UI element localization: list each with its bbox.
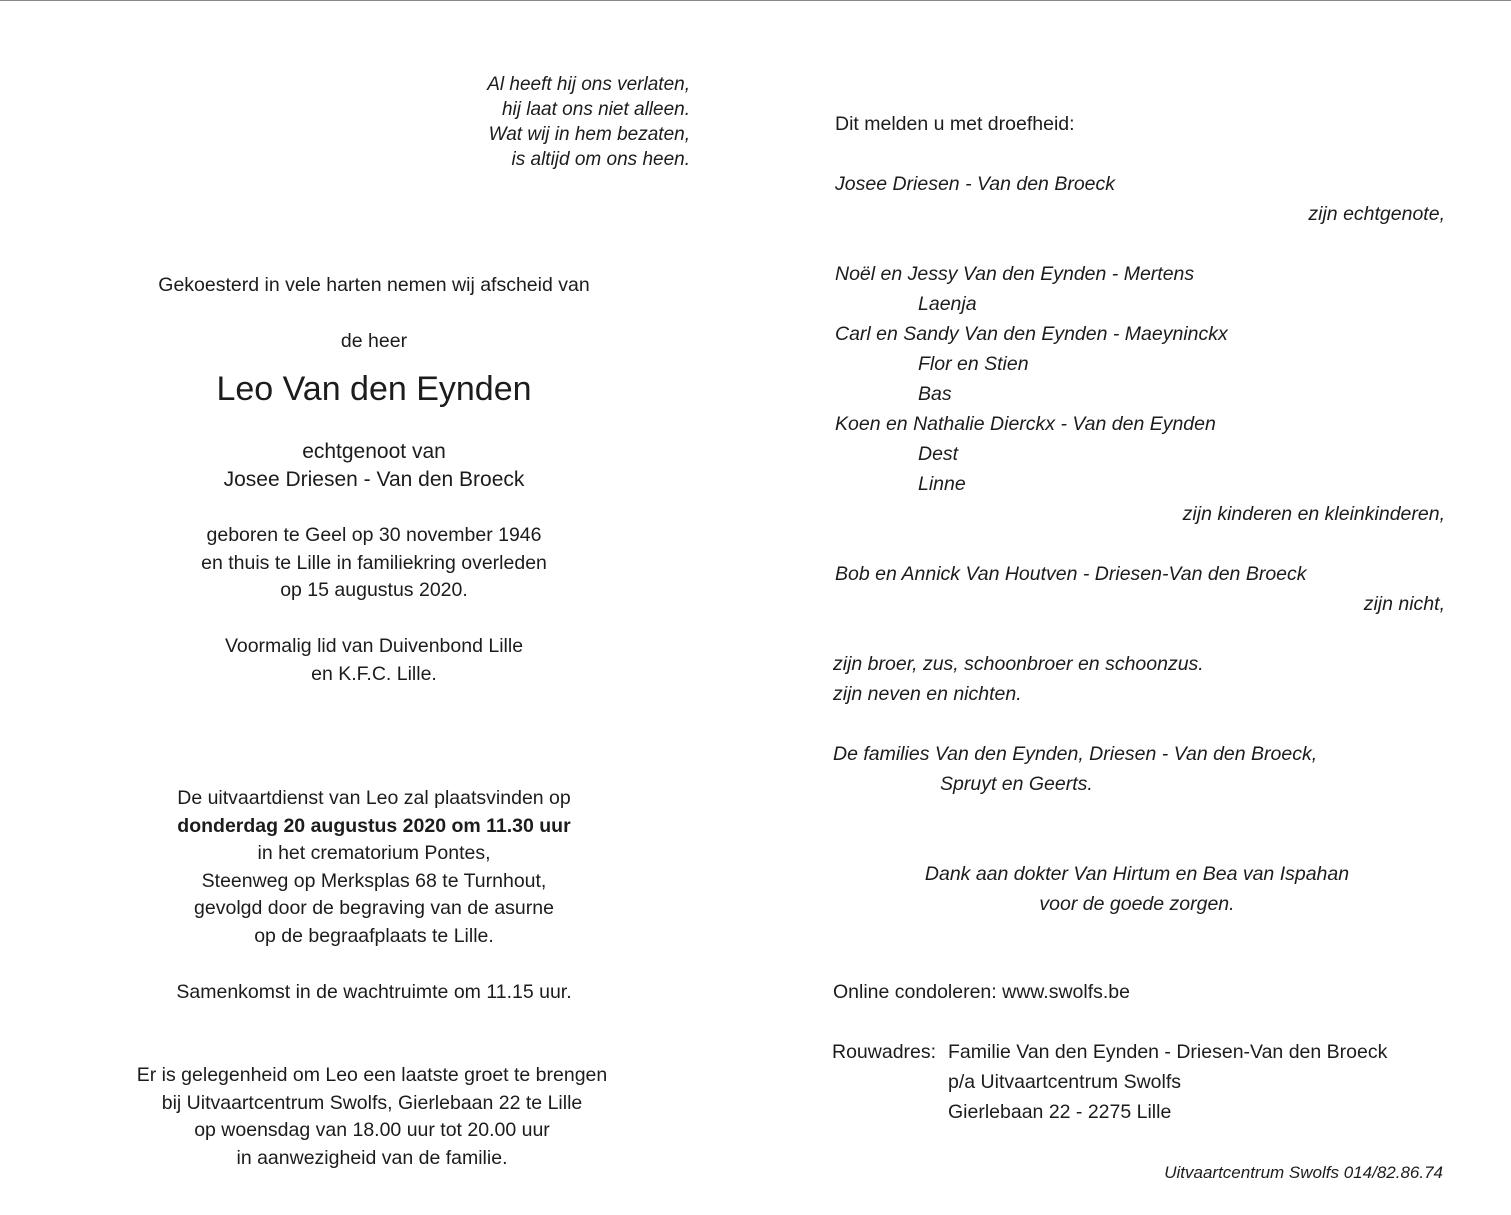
service-date: donderdag 20 augustus 2020 om 11.30 uur — [177, 814, 571, 837]
address-line: p/a Uitvaartcentrum Swolfs — [948, 1071, 1182, 1093]
child-family: Noël en Jessy Van den Eynden - Mertens — [835, 263, 1195, 285]
child-family: Carl en Sandy Van den Eynden - Maeyninckx — [835, 323, 1228, 345]
address-line: Familie Van den Eynden - Driesen-Van den Broeck — [948, 1041, 1388, 1063]
service-info — [74, 785, 674, 950]
info-line: in het crematorium Pontes, — [257, 842, 491, 864]
thanks — [837, 859, 1437, 919]
grandchild: Flor en Stien — [918, 353, 1029, 375]
children-role: zijn kinderen en kleinkinderen, — [1182, 503, 1445, 525]
info-line: geboren te Geel op 30 november 1946 — [206, 524, 542, 546]
poem-line: Wat wij in hem bezaten, — [488, 124, 690, 145]
membership-info — [74, 633, 674, 688]
children-list — [835, 259, 1228, 499]
child-family: Koen en Nathalie Dierckx - Van den Eynden — [835, 413, 1216, 435]
families-line: De families Van den Eynden, Driesen - Van den Broeck, — [833, 743, 1318, 765]
online-condolence: Online condoleren: www.swolfs.be — [833, 981, 1130, 1003]
poem-line: hij laat ons niet alleen. — [501, 99, 690, 120]
spouse-label: echtgenoot van — [302, 440, 446, 463]
right-page — [755, 0, 1511, 1215]
thanks-line: voor de goede zorgen. — [1039, 893, 1235, 915]
poem — [300, 72, 690, 172]
info-line: op 15 augustus 2020. — [280, 579, 468, 601]
relatives — [833, 649, 1204, 709]
relatives-line: zijn broer, zus, schoonbroer en schoonzus. — [833, 653, 1204, 675]
info-line: op de begraafplaats te Lille. — [254, 924, 494, 947]
address-block — [948, 1037, 1387, 1127]
info-line: De uitvaartdienst van Leo zal plaatsvinden op — [177, 787, 571, 809]
info-line: en K.F.C. Lille. — [311, 662, 437, 685]
visit-info — [62, 1062, 682, 1172]
footer-contact: Uitvaartcentrum Swolfs 014/82.86.74 — [1164, 1163, 1443, 1182]
grandchild: Bas — [918, 383, 952, 405]
info-line: en thuis te Lille in familiekring overleden — [201, 551, 547, 574]
address-line: Gierlebaan 22 - 2275 Lille — [948, 1101, 1172, 1123]
info-line: op woensdag van 18.00 uur tot 20.00 uur — [194, 1119, 550, 1141]
families — [833, 739, 1317, 799]
info-line: in aanwezigheid van de familie. — [236, 1146, 508, 1169]
thanks-line: Dank aan dokter Van Hirtum en Bea van Ispahan — [924, 863, 1350, 885]
spouse-block — [74, 438, 674, 494]
spouse-name: Josee Driesen - Van den Broeck — [223, 468, 525, 491]
spouse-role: zijn echtgenote, — [1308, 203, 1445, 225]
info-line: Steenweg op Merksplas 68 te Turnhout, — [201, 869, 547, 892]
info-line: Er is gelegenheid om Leo een laatste groet te brengen — [136, 1064, 608, 1086]
grandchild: Laenja — [918, 293, 977, 315]
honorific: de heer — [340, 330, 408, 352]
deceased-name: Leo Van den Eynden — [216, 370, 532, 408]
left-page — [0, 0, 755, 1215]
address-label: Rouwadres: — [832, 1041, 937, 1063]
grandchild: Linne — [918, 473, 966, 495]
niece-mourner: Bob en Annick Van Houtven - Driesen-Van den Broeck — [835, 563, 1307, 585]
families-line: Spruyt en Geerts. — [940, 773, 1093, 795]
meeting-info: Samenkomst in de wachtruimte om 11.15 uur. — [176, 981, 572, 1003]
relatives-line: zijn neven en nichten. — [833, 683, 1022, 705]
announcement: Dit melden u met droefheid: — [835, 113, 1075, 135]
grandchild: Dest — [918, 443, 959, 465]
info-line: bij Uitvaartcentrum Swolfs, Gierlebaan 22 te Lille — [161, 1091, 583, 1114]
poem-line: Al heeft hij ons verlaten, — [487, 74, 690, 95]
birth-death-info — [74, 522, 674, 605]
spouse-mourner: Josee Driesen - Van den Broeck — [835, 173, 1116, 195]
intro-text: Gekoesterd in vele harten nemen wij afscheid van — [158, 274, 590, 296]
info-line: Voormalig lid van Duivenbond Lille — [224, 635, 524, 657]
info-line: gevolgd door de begraving van de asurne — [194, 897, 554, 919]
poem-line: is altijd om ons heen. — [511, 149, 690, 170]
niece-role: zijn nicht, — [1363, 593, 1445, 615]
